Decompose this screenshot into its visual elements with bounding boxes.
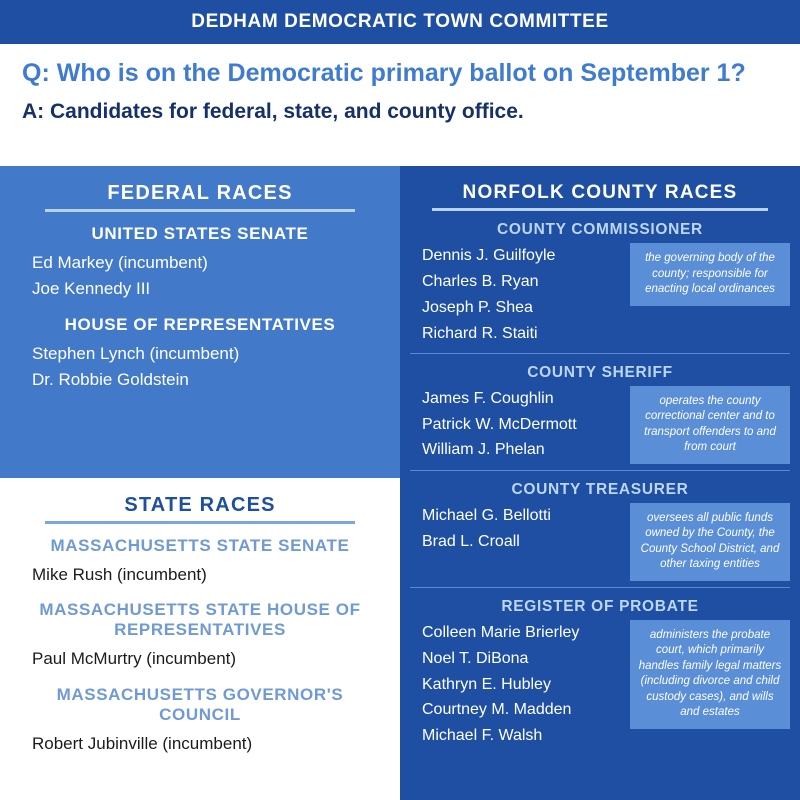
candidate-list: [410, 620, 622, 750]
answer-text: A: Candidates for federal, state, and county office.: [22, 100, 524, 124]
candidate-name: Kathryn E. Hubley: [422, 675, 551, 693]
federal-race-house: [16, 315, 384, 394]
county-races-panel: [400, 166, 800, 800]
candidate-name: Colleen Marie Brierley: [422, 623, 580, 641]
candidate-list: [410, 243, 622, 347]
left-column: [0, 166, 400, 800]
state-races-panel: [0, 478, 400, 800]
office-title: REGISTER OF PROBATE: [501, 597, 699, 615]
office-title: MASSACHUSETTS STATE SENATE: [50, 536, 350, 555]
candidate-name: Noel T. DiBona: [422, 649, 529, 667]
race-divider: [410, 587, 790, 588]
office-title: COUNTY SHERIFF: [527, 363, 673, 381]
candidate-list: [410, 386, 622, 464]
candidate-name: Michael G. Bellotti: [422, 506, 551, 524]
candidate-name: Robert Jubinville (incumbent): [32, 733, 253, 753]
candidate-name: Joe Kennedy III: [32, 279, 151, 299]
race-divider: [410, 353, 790, 354]
candidate-name: Mike Rush (incumbent): [32, 565, 207, 584]
candidate-name: Michael F. Walsh: [422, 727, 543, 745]
question-answer-block: [0, 44, 800, 166]
county-race-treasurer: [400, 481, 800, 581]
state-section-title: STATE RACES: [124, 494, 276, 516]
candidate-list: [410, 503, 622, 555]
office-title: MASSACHUSETTS STATE HOUSE OF REPRESENTATIVES: [39, 600, 361, 640]
candidate-name: Paul McMurtry (incumbent): [32, 649, 237, 669]
candidate-name: Dennis J. Guilfoyle: [422, 247, 556, 264]
office-description-note: administers the probate court, which primarily handles family legal matters (including divorce and child custody cases), and wills and estates: [630, 620, 790, 729]
office-description-note: the governing body of the county; responsible for enacting local ordinances: [630, 243, 790, 306]
office-title: COUNTY TREASURER: [511, 480, 689, 498]
candidate-name: James F. Coughlin: [422, 389, 554, 407]
candidate-name: Charles B. Ryan: [422, 272, 539, 290]
candidate-name: Dr. Robbie Goldstein: [32, 370, 189, 390]
candidate-name: Stephen Lynch (incumbent): [32, 343, 240, 363]
county-race-sheriff: [400, 364, 800, 464]
state-title-rule: [45, 521, 354, 524]
header-banner: [0, 0, 800, 44]
county-race-commissioner: [400, 221, 800, 347]
office-description-note: oversees all public funds owned by the County, the County School District, and other taxing entities: [630, 503, 790, 581]
candidate-name: Brad L. Croall: [422, 532, 520, 550]
candidate-name: Ed Markey (incumbent): [32, 253, 208, 272]
office-title: MASSACHUSETTS GOVERNOR'S COUNCIL: [56, 684, 344, 724]
candidate-name: Patrick W. McDermott: [422, 415, 577, 433]
federal-races-panel: [0, 166, 400, 478]
race-divider: [410, 470, 790, 471]
office-title: UNITED STATES SENATE: [91, 224, 309, 243]
candidate-name: Courtney M. Madden: [422, 701, 572, 719]
state-race-house: [16, 600, 384, 672]
federal-title-rule: [45, 209, 354, 212]
office-description-note: operates the county correctional center and to transport offenders to and from court: [630, 386, 790, 464]
county-race-register-of-probate: [400, 598, 800, 750]
county-section-title: NORFOLK COUNTY RACES: [462, 182, 738, 203]
content-columns: [0, 166, 800, 800]
candidate-name: Richard R. Staiti: [422, 324, 538, 342]
federal-race-senate: [16, 224, 384, 303]
office-title: COUNTY COMMISSIONER: [497, 221, 703, 238]
county-title-rule: [432, 208, 768, 211]
state-race-senate: [16, 536, 384, 588]
candidate-name: Joseph P. Shea: [422, 298, 533, 316]
office-title: HOUSE OF REPRESENTATIVES: [64, 314, 336, 334]
federal-section-title: FEDERAL RACES: [107, 182, 293, 204]
organization-title: DEDHAM DEMOCRATIC TOWN COMMITTEE: [191, 11, 609, 32]
state-race-governors-council: [16, 685, 384, 757]
candidate-name: William J. Phelan: [422, 441, 545, 459]
question-text: Q: Who is on the Democratic primary ballot on September 1?: [22, 59, 746, 87]
